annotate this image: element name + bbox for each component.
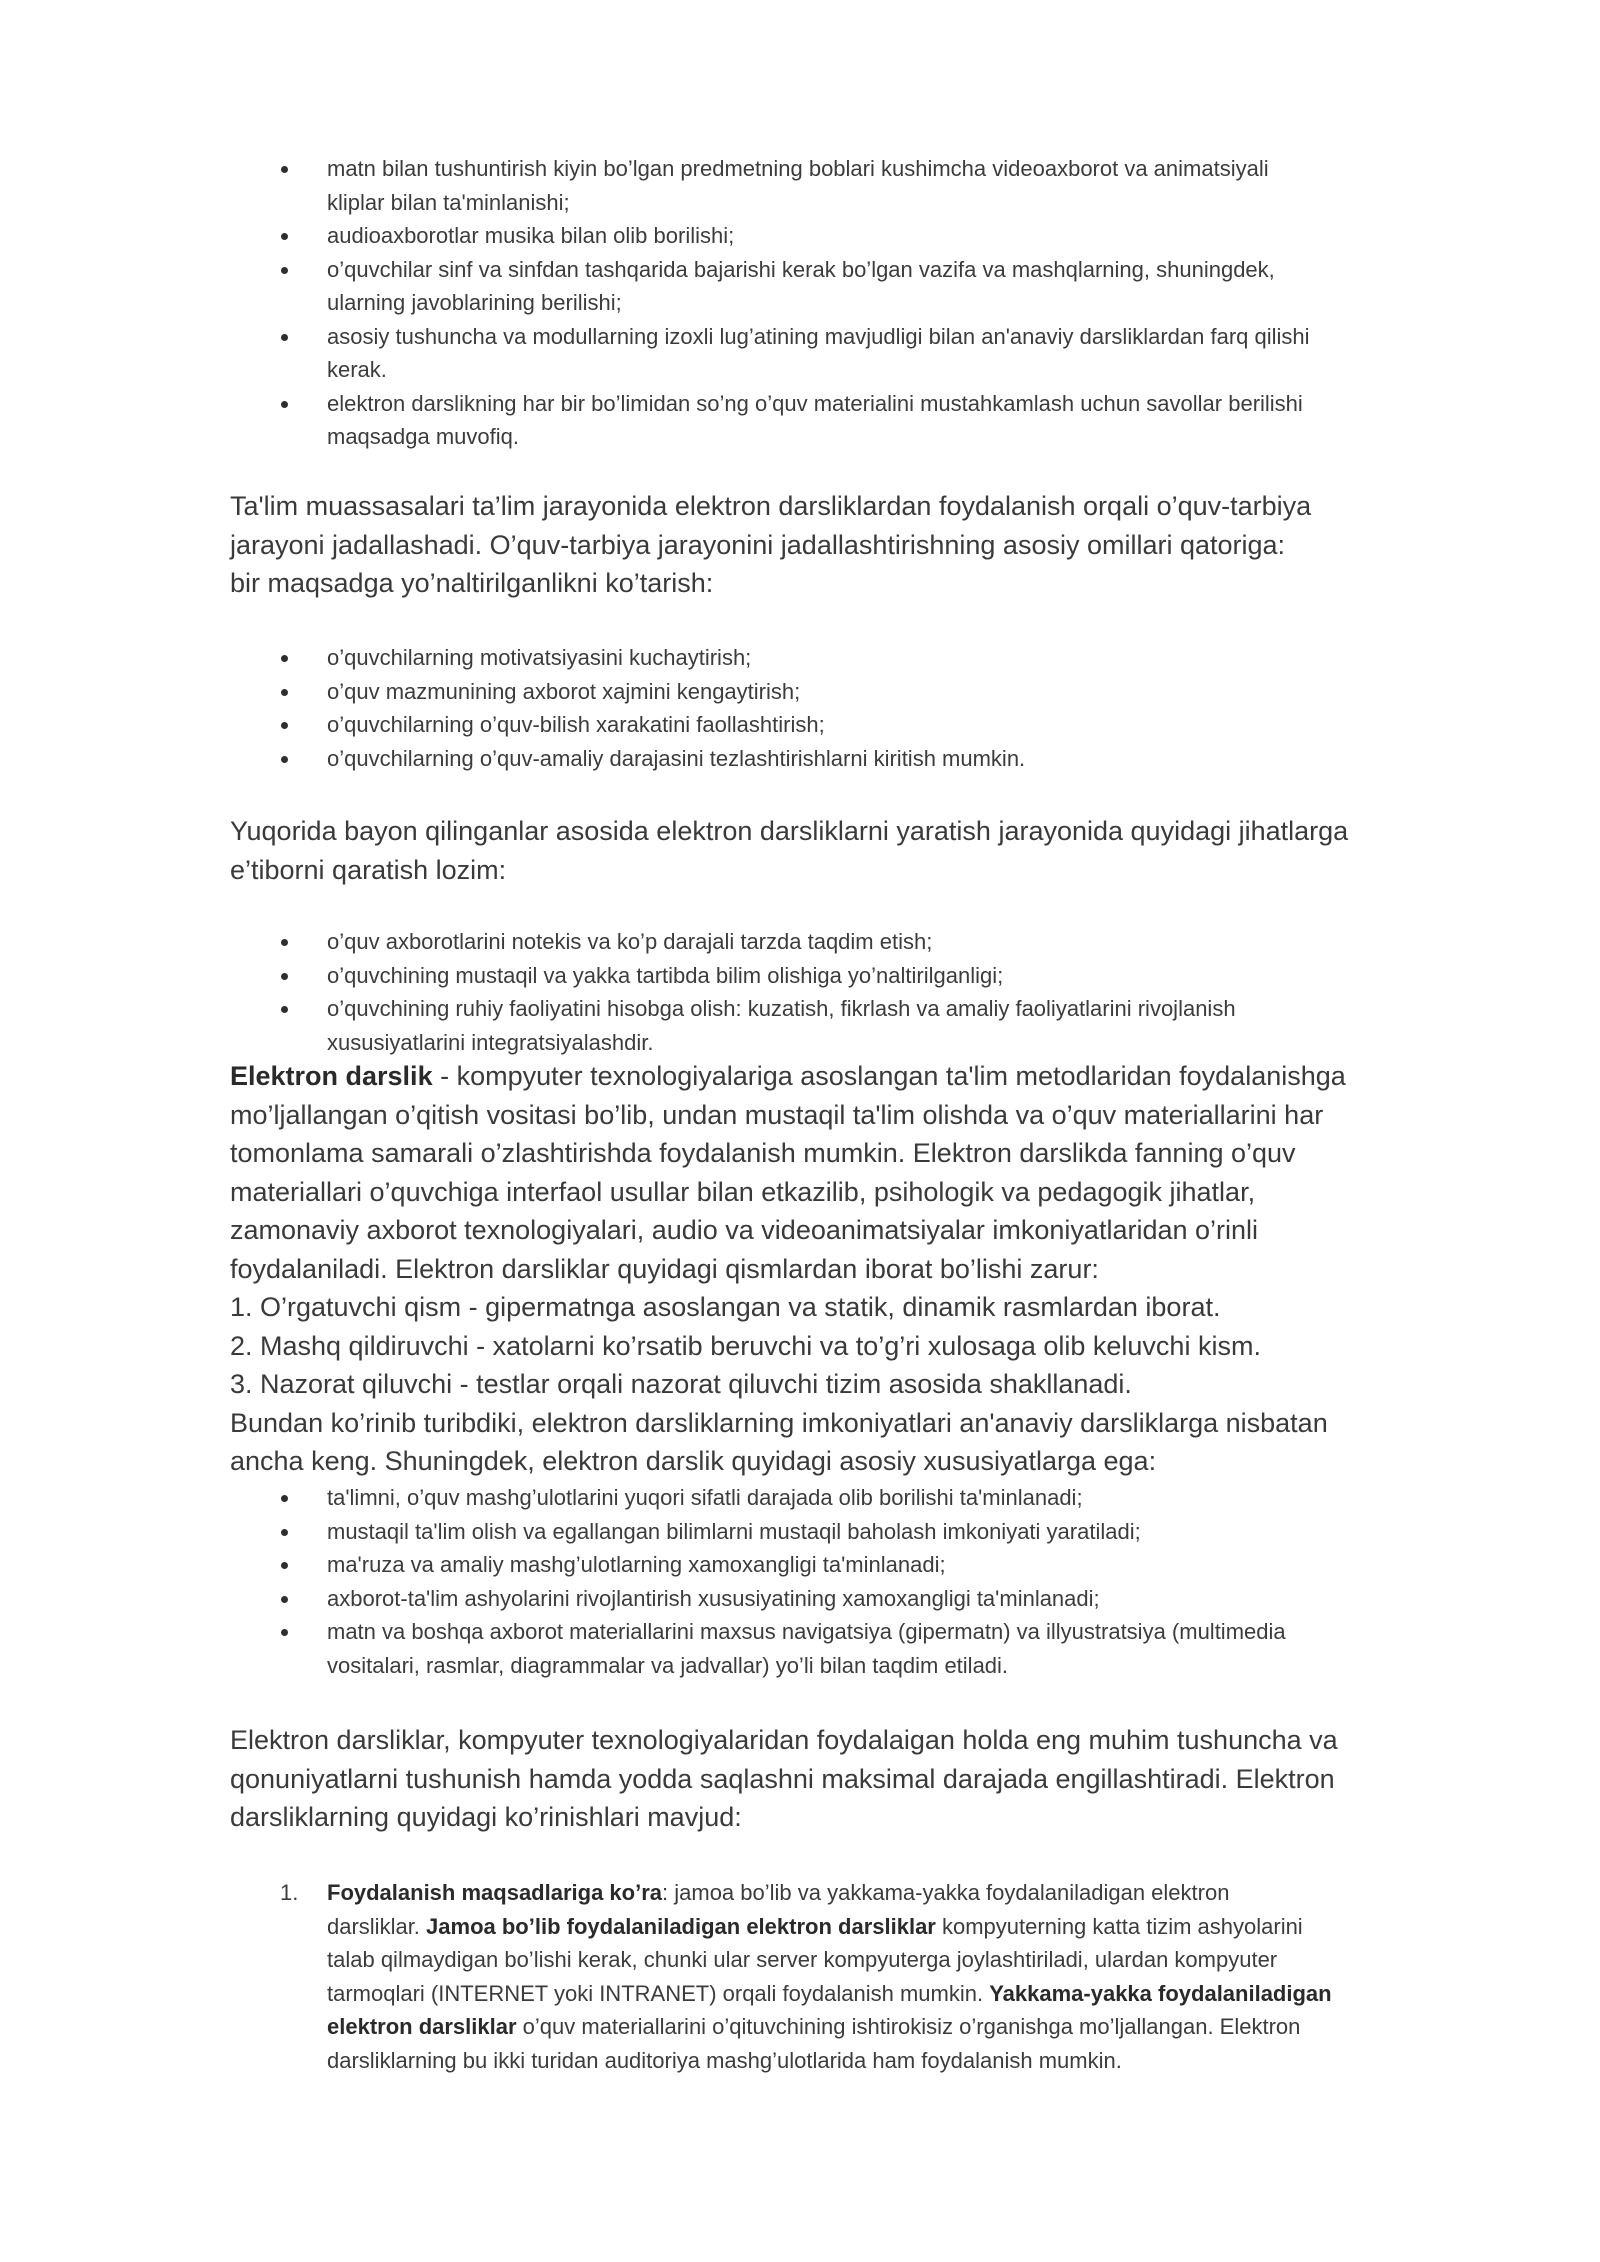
list-item: o’quvchilar sinf va sinfdan tashqarida bajarishi kerak bo’lgan vazifa va mashqlarning, shuningdek, ularning javoblarining berilishi;: [0, 253, 1600, 320]
list-item: o’quv axborotlarini notekis va ko’p darajali tarzda taqdim etish;: [0, 925, 1600, 959]
list-item: ta'limni, o’quv mashg’ulotlarini yuqori sifatli darajada olib borilishi ta'minlanadi;: [0, 1481, 1600, 1515]
bullet-list-4: [0, 1481, 1600, 1682]
list-item: asosiy tushuncha va modullarning izoxli lug’atining mavjudligi bilan an'anaviy darsliklardan farq qilishi kerak.: [0, 320, 1600, 387]
bullet-list-3: [0, 925, 1600, 1059]
list-item: mustaqil ta'lim olish va egallangan bilimlarni mustaqil baholash imkoniyati yaratiladi;: [0, 1515, 1600, 1549]
list-item: o’quvchilarning motivatsiyasini kuchaytirish;: [0, 641, 1600, 675]
list-item: o’quvchining ruhiy faoliyatini hisobga olish: kuzatish, fikrlash va amaliy faoliyatlarini rivojlanish xususiyatlarini integratsiyalashdir.: [0, 992, 1600, 1059]
list-item: elektron darslikning har bir bo’limidan so’ng o’quv materialini mustahkamlash uchun savollar berilishi maqsadga muvofiq.: [0, 387, 1600, 454]
list-item: o’quvchilarning o’quv-amaliy darajasini tezlashtirishlarni kiritish mumkin.: [0, 742, 1600, 776]
list-item: o’quvchining mustaqil va yakka tartibda bilim olishiga yo’naltirilganligi;: [0, 959, 1600, 993]
list-item: o’quv mazmunining axborot xajmini kengaytirish;: [0, 675, 1600, 709]
paragraph-3: Elektron darslik - kompyuter texnologiyalariga asoslangan ta'lim metodlaridan foydalanishga mo’ljallangan o’qitish vositasi bo’lib, undan mustaqil ta'lim olishda va o’quv materiallarini har tomonlama samarali o’zlashtirishda foydalanish mumkin. Elektron darslikda fanning o’quv materiallari o’quvchiga interfaol usullar bilan etkazilib, psihologik va pedagogik jihatlar, zamonaviy axborot texnologiyalari, audio va videoanimatsiyalar imkoniyatlaridan o’rinli foydalaniladi. Elektron darsliklar quyidagi qismlardan iborat bo’lishi zarur: 1. O’rgatuvchi qism - gipermatnga asoslangan va statik, dinamik rasmlardan iborat. 2. Mashq qildiruvchi - xatolarni ko’rsatib beruvchi va to’g’ri xulosaga olib keluvchi kism. 3. Nazorat qiluvchi - testlar orqali nazorat qiluvchi tizim asosida shakllanadi. Bundan ko’rinib turibdiki, elektron darsliklarning imkoniyatlari an'anaviy darsliklarga nisbatan ancha keng. Shuningdek, elektron darslik quyidagi asosiy xususiyatlarga ega:: [230, 1061, 1346, 1476]
term-bold: Elektron darslik: [230, 1061, 433, 1091]
list-item: matn va boshqa axborot materiallarini maxsus navigatsiya (gipermatn) va illyustratsiya (multimedia vositalari, rasmlar, diagrammalar va jadvallar) yo’li bilan taqdim etiladi.: [0, 1615, 1600, 1682]
bullet-list-1: [0, 152, 1600, 454]
list-item: matn bilan tushuntirish kiyin bo’lgan predmetning boblari kushimcha videoaxborot va animatsiyali kliplar bilan ta'minlanishi;: [0, 152, 1600, 219]
bullet-list-2: [0, 641, 1600, 775]
paragraph-2: Yuqorida bayon qilinganlar asosida elektron darsliklarni yaratish jarayonida quyidagi jihatlarga e’tiborni qaratish lozim:: [230, 816, 1349, 885]
numbered-list: [0, 1876, 1600, 2077]
numbered-item: 1. Foydalanish maqsadlariga ko’ra: jamoa bo’lib va yakkama-yakka foydalaniladigan elektron darsliklar. Jamoa bo’lib foydalaniladigan elektron darsliklar kompyuterning katta tizim ashyolarini talab qilmaydigan bo’lishi kerak, chunki ular server kompyuterga joylashtiriladi, ulardan kompyuter tarmoqlari (INTERNET yoki INTRANET) orqali foydalanish mumkin. Yakkama-yakka foydalaniladigan elektron darsliklar o’quv materiallarini o’qituvchining ishtirokisiz o’rganishga mo’ljallangan. Elektron darsliklarning bu ikki turidan auditoriya mashg’ulotlarida ham foydalanish mumkin.: [0, 1876, 1600, 2077]
paragraph-1: Ta'lim muassasalari ta’lim jarayonida elektron darsliklardan foydalanish orqali o’quv-tarbiya jarayoni jadallashadi. O’quv-tarbiya jarayonini jadallashtirishning asosiy omillari qatoriga: bir maqsadga yo’naltirilganlikni ko’tarish:: [230, 491, 1312, 598]
list-item: axborot-ta'lim ashyolarini rivojlantirish xususiyatining xamoxangligi ta'minlanadi;: [0, 1582, 1600, 1616]
paragraph-4: Elektron darsliklar, kompyuter texnologiyalaridan foydalaigan holda eng muhim tushuncha va qonuniyatlarni tushunish hamda yodda saqlashni maksimal darajada engillashtiradi. Elektron darsliklarning quyidagi ko’rinishlari mavjud:: [230, 1725, 1338, 1832]
list-item: o’quvchilarning o’quv-bilish xarakatini faollashtirish;: [0, 708, 1600, 742]
item-number: 1.: [280, 1880, 299, 1905]
list-item: ma'ruza va amaliy mashg’ulotlarning xamoxangligi ta'minlanadi;: [0, 1548, 1600, 1582]
list-item: audioaxborotlar musika bilan olib borilishi;: [0, 219, 1600, 253]
